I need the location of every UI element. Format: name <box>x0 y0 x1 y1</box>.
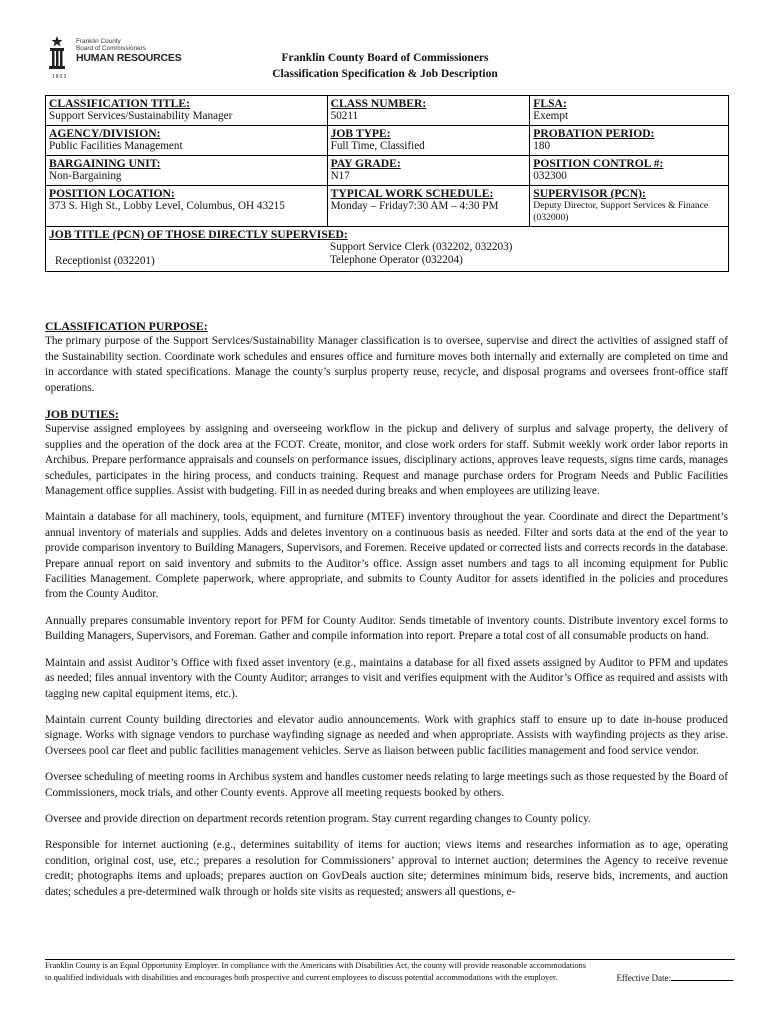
purpose-text: The primary purpose of the Support Services/Sustainability Manager classification is to oversee, supervise and direct the activities of assigned staff of the Sustainability section. Coordinate work schedules and ensures office and furniture moves both internally and externally are completed on time and in accordance with stated specifications. Manage the county’s surplus property reuse, recycle, and disposal programs and oversees front-office staff operations. <box>45 335 728 394</box>
classification-title-cell <box>46 96 328 126</box>
schedule-value: Monday – Friday7:30 AM – 4:30 PM <box>330 200 499 212</box>
supervisor-cell <box>530 186 729 227</box>
probation-cell <box>530 126 729 156</box>
document-title: Franklin County Board of Commissioners <box>281 52 489 64</box>
effective-date <box>616 972 733 984</box>
supervised-left: Receptionist (032201) <box>55 255 155 267</box>
flsa-value: Exempt <box>533 110 569 122</box>
duty-paragraph: Responsible for internet auctioning (e.g., determines suitability of items for auction; views items and researches information as to age, operating condition, original cost, use, etc.; prepares a resolution for Commissioners’ approval to internet auction; determines the Agency to receive revenue credit; photographs items and uploads; prepares auction on GovDeals auction site; determines minimum bids, reserve bids, increments, and auction dates; schedules a pre-determined walk through or holds site visits as requested; answers all questions, e- <box>45 839 728 898</box>
pay-grade-value: N17 <box>330 170 350 182</box>
classification-info-table <box>45 95 729 272</box>
supervised-label: JOB TITLE (PCN) OF THOSE DIRECTLY SUPERVISED: <box>49 228 348 241</box>
classification-title-label: CLASSIFICATION TITLE: <box>49 97 190 110</box>
document-subtitle: Classification Specification & Job Description <box>272 68 498 80</box>
duty-paragraph: Annually prepares consumable inventory report for PFM for County Auditor. Sends timetable of inventory counts. Distribute inventory excel forms to Building Managers, Supervisors, and Foreman. Gather and compile information into report. Prepare a total cost of all consumable products on hand. <box>45 614 728 643</box>
probation-value: 180 <box>533 140 551 152</box>
supervised-cell <box>46 227 729 272</box>
job-duties-section <box>45 407 728 911</box>
logo-name: HUMAN RESOURCES <box>76 52 182 64</box>
probation-label: PROBATION PERIOD: <box>533 127 655 140</box>
schedule-label: TYPICAL WORK SCHEDULE: <box>330 187 494 200</box>
flsa-label: FLSA: <box>533 97 567 110</box>
effective-date-blank <box>671 980 733 981</box>
duties-title: JOB DUTIES: <box>45 407 119 421</box>
supervised-right <box>330 241 512 268</box>
position-control-value: 032300 <box>533 170 567 182</box>
bargaining-cell <box>46 156 328 186</box>
supervised-right-2: Telephone Operator (032204) <box>330 254 463 266</box>
supervisor-label: SUPERVISOR (PCN): <box>533 187 646 200</box>
duty-paragraph: Maintain and assist Auditor’s Office with fixed asset inventory (e.g., maintains a database for all fixed assets assigned by Auditor to PFM and updates as needed; files annual inventory with the County Auditor; arranges to visit and verifies equipment with the Auditor’s Office as required and assists with tagging new capital equipment items, etc.). <box>45 656 728 700</box>
duty-paragraph: Maintain a database for all machinery, tools, equipment, and furniture (MTEF) inventory throughout the year. Coordinate and direct the Department’s annual inventory of materials and supplies. Adds and deletes inventory on a continuous basis as needed. Filter and sorts data at the end of the year to provide comparison inventory to Building Managers, Supervisors, and Foremen. Receive updated or corrected lists and corrects records in the database. Prepare annual report on said inventory and submits to the Auditor’s office. Assign asset numbers and tags to all incoming equipment for Public Facilities Management. Complete paperwork, where appropriate, and submits to County Auditor for assets identified in the policies and procedures from the County Auditor. <box>45 511 728 601</box>
supervised-right-1: Support Service Clerk (032202, 032203) <box>330 241 513 253</box>
location-cell <box>46 186 328 227</box>
job-type-value: Full Time, Classified <box>330 140 425 152</box>
job-type-cell <box>327 126 530 156</box>
location-value: 373 S. High St., Lobby Level, Columbus, OH 43215 <box>49 200 285 212</box>
schedule-cell <box>327 186 530 227</box>
document-header <box>0 50 770 82</box>
page-footer <box>45 959 735 984</box>
class-number-cell <box>327 96 530 126</box>
position-control-cell <box>530 156 729 186</box>
duty-paragraph: Oversee and provide direction on department records retention program. Stay current regarding changes to County policy. <box>45 812 591 825</box>
pay-grade-label: PAY GRADE: <box>330 157 401 170</box>
pay-grade-cell <box>327 156 530 186</box>
agency-value: Public Facilities Management <box>49 140 183 152</box>
effective-date-label: Effective Date: <box>616 973 671 983</box>
logo-line-1: Franklin County Board of Commissioners <box>76 38 146 52</box>
class-number-label: CLASS NUMBER: <box>330 97 427 110</box>
position-control-label: POSITION CONTROL #: <box>533 157 664 170</box>
job-type-label: JOB TYPE: <box>330 127 391 140</box>
flsa-cell <box>530 96 729 126</box>
class-number-value: 50211 <box>330 110 359 122</box>
purpose-title: CLASSIFICATION PURPOSE: <box>45 319 208 333</box>
bargaining-label: BARGAINING UNIT: <box>49 157 161 170</box>
classification-title-value: Support Services/Sustainability Manager <box>49 110 233 122</box>
eeo-statement: Franklin County is an Equal Opportunity Employer. In compliance with the Americans with Disabilities Act, the county will provide reasonable accommodations to qualified individuals with disabilities and encourages both prospective and current employees to discuss potential accommodations with the employer. <box>45 961 587 982</box>
logo-year: 1803 <box>52 74 68 80</box>
supervisor-value: Deputy Director, Support Services & Finance (032000) <box>533 200 709 223</box>
agency-label: AGENCY/DIVISION: <box>49 127 161 140</box>
duty-paragraph: Oversee scheduling of meeting rooms in Archibus system and handles customer needs relating to large meetings such as those requested by the Board of Commissioners, mock trials, and other County events. Approve all meeting requests booked by others. <box>45 771 728 799</box>
classification-purpose-section <box>45 319 728 407</box>
bargaining-value: Non-Bargaining <box>49 170 122 182</box>
agency-cell <box>46 126 328 156</box>
duty-paragraph: Maintain current County building directories and elevator audio announcements. Work with graphics staff to ensure up to date in-house produced signage. Works with signage vendors to purchase wayfinding signage as needed and when appropriate. Assists with wayfinding projects as they arise. Oversees pool car fleet and public facilities management vehicles. Serve as liaison between public facilities management and food service vendor. <box>45 713 728 757</box>
duty-paragraph: Supervise assigned employees by assigning and overseeing workflow in the pickup and delivery of surplus and salvage property, the delivery of supplies and the operation of the dock area at the FCOT. Create, monitor, and close work orders for staff. Submit weekly work order labor reports in Archibus. Prepare performance appraisals and counsels on performance issues, disciplinary actions, approves leave requests, signs time cards, manages schedules, participates in the hiring process, and conducts training. Request and manage purchase orders for Program Needs and Public Facilities Management office supplies. Assist with budgeting. Fill in as needed during breaks and when employees are utilizing leave. <box>45 423 728 498</box>
location-label: POSITION LOCATION: <box>49 187 175 200</box>
